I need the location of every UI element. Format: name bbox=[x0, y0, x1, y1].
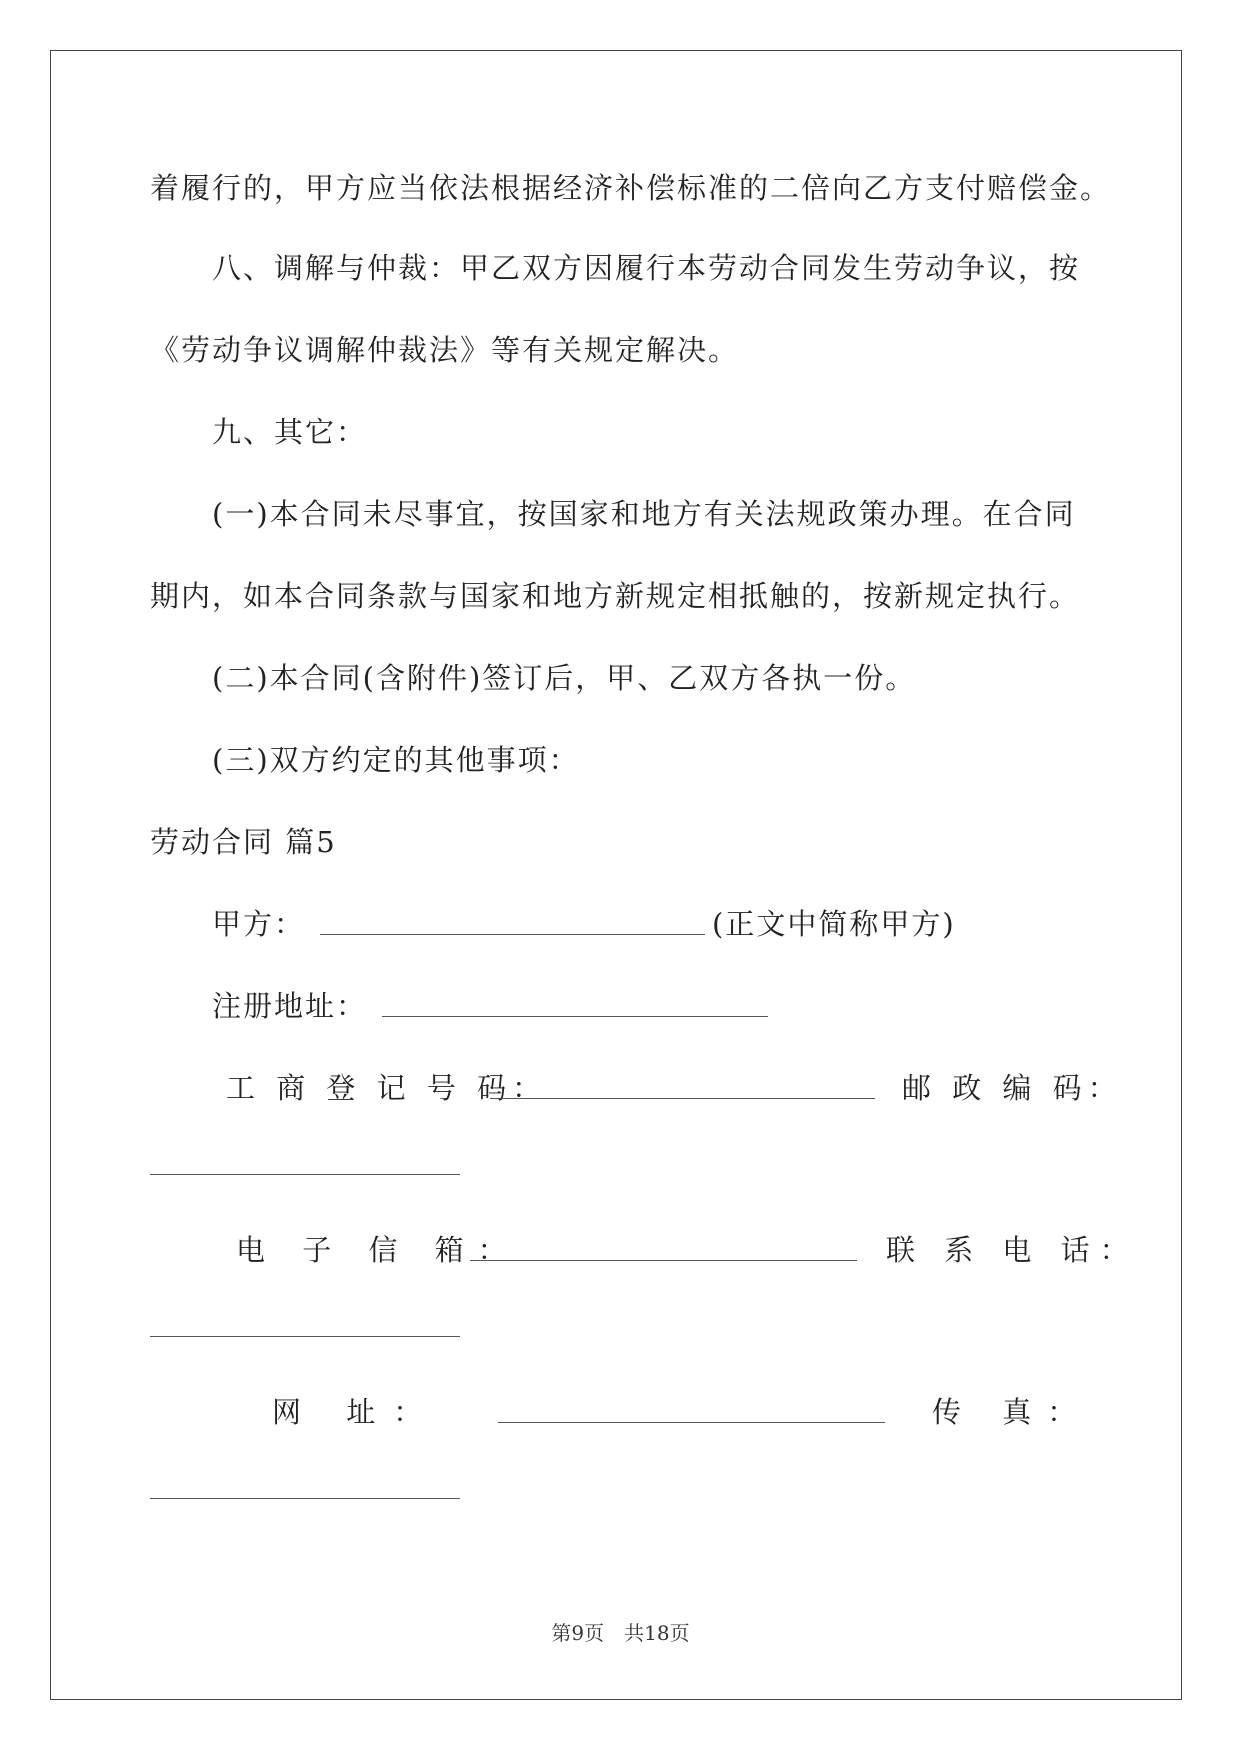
email-blank bbox=[470, 1236, 857, 1261]
postal-blank bbox=[150, 1150, 460, 1175]
reg-address-label: 注册地址： bbox=[212, 989, 368, 1023]
fax-blank bbox=[150, 1474, 460, 1499]
biz-reg-blank bbox=[490, 1074, 875, 1099]
paragraph-line: 八、调解与仲裁：甲乙双方因履行本劳动合同发生劳动争议，按 bbox=[212, 251, 1081, 285]
page-number: 第9页 共18页 bbox=[551, 1621, 690, 1645]
paragraph-line: 期内，如本合同条款与国家和地方新规定相抵触的，按新规定执行。 bbox=[150, 579, 1081, 613]
paragraph-line: (二)本合同(含附件)签订后，甲、乙双方各执一份。 bbox=[212, 661, 917, 695]
page-border bbox=[50, 50, 1182, 1700]
paragraph-line: (三)双方约定的其他事项： bbox=[212, 743, 580, 777]
fax-label: 传 真： bbox=[932, 1395, 1093, 1429]
paragraph-line: 《劳动争议调解仲裁法》等有关规定解决。 bbox=[150, 333, 740, 367]
party-a-blank bbox=[320, 910, 705, 935]
email-label: 电 子 信 箱： bbox=[236, 1233, 521, 1267]
party-a-suffix: (正文中简称甲方) bbox=[712, 907, 956, 941]
phone-label: 联 系 电 话： bbox=[886, 1233, 1139, 1267]
postal-label: 邮 政 编 码： bbox=[902, 1071, 1123, 1105]
paragraph-line: 九、其它： bbox=[212, 415, 368, 449]
phone-blank bbox=[150, 1312, 460, 1337]
website-blank bbox=[498, 1398, 885, 1423]
section-heading: 劳动合同 篇5 bbox=[150, 825, 337, 859]
paragraph-line: 着履行的，甲方应当依法根据经济补偿标准的二倍向乙方支付赔偿金。 bbox=[150, 171, 1112, 205]
website-label: 网 址： bbox=[272, 1395, 441, 1429]
biz-reg-label: 工 商 登 记 号 码： bbox=[226, 1071, 548, 1105]
reg-address-blank bbox=[382, 992, 768, 1017]
party-a-label: 甲方： bbox=[212, 907, 306, 941]
paragraph-line: (一)本合同未尽事宜，按国家和地方有关法规政策办理。在合同 bbox=[212, 497, 1076, 531]
